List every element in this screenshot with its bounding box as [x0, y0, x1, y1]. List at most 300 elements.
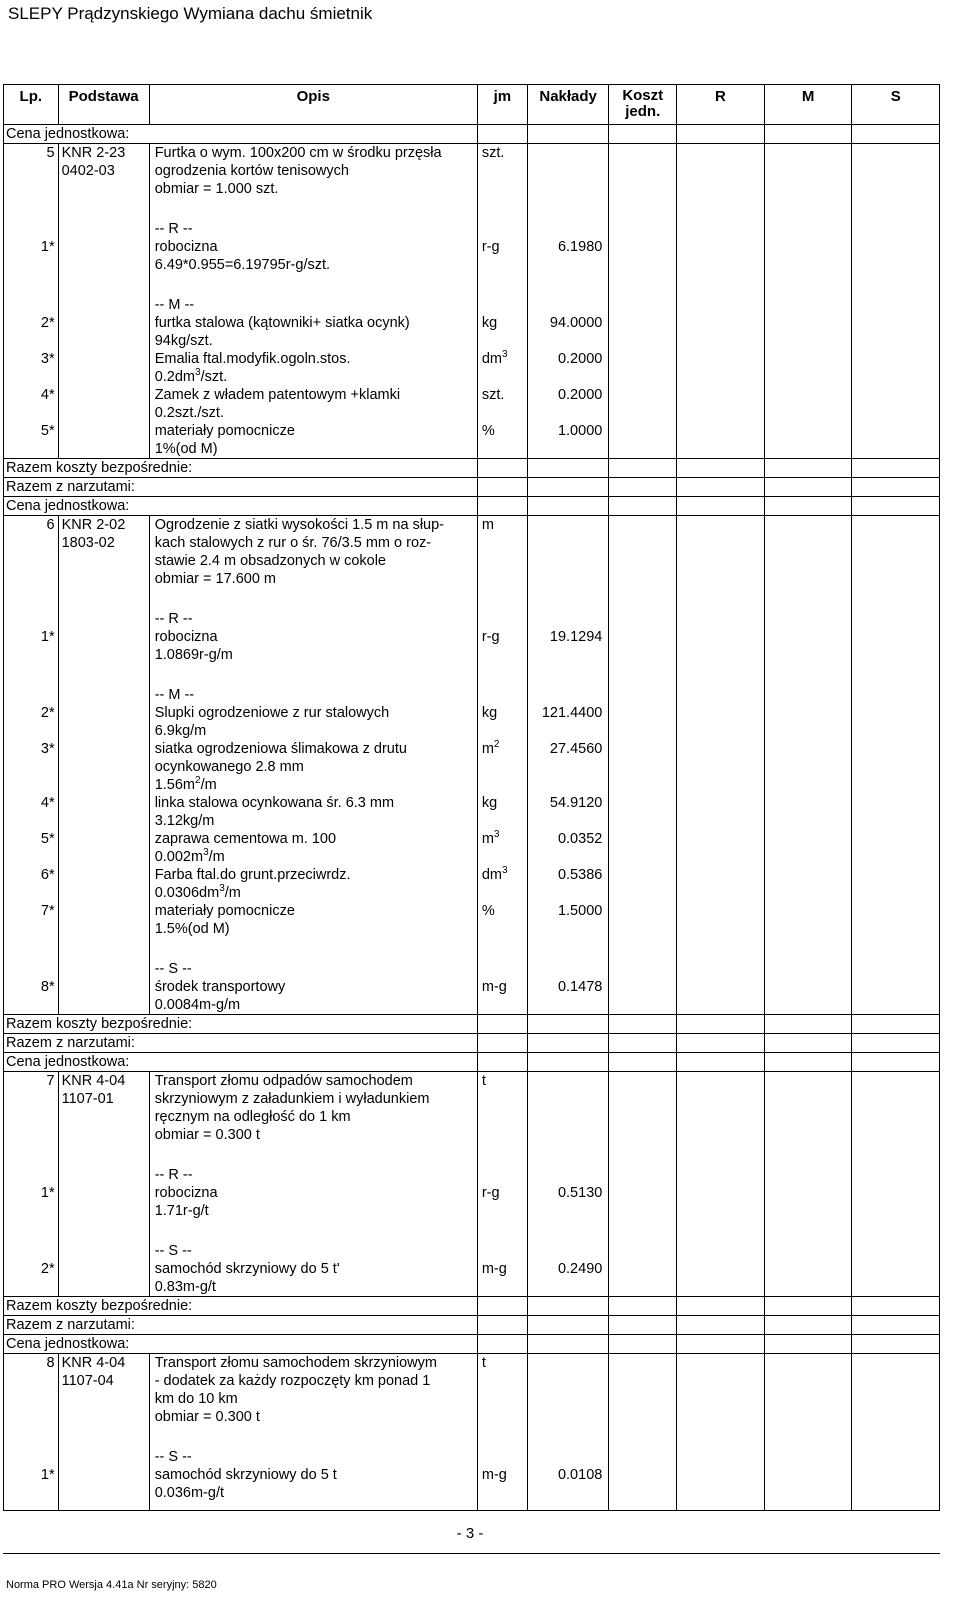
empty-cell: [677, 664, 765, 740]
resource-row: [4, 274, 940, 350]
item-unit: %: [477, 902, 527, 938]
empty-cell: [852, 1072, 940, 1145]
empty-cell: [764, 1220, 852, 1297]
empty-cell: [677, 274, 765, 350]
resource-row: [4, 938, 940, 1015]
document-title: SLEPY Prądzynskiego Wymiana dachu śmietnik: [8, 4, 373, 23]
empty-cell: [609, 1144, 677, 1220]
position-number: 5: [4, 144, 59, 199]
empty-cell: [764, 830, 852, 866]
empty-cell: [764, 125, 852, 144]
empty-cell: [764, 938, 852, 1015]
empty-cell: [58, 938, 149, 1015]
empty-cell: [477, 497, 527, 516]
summary-row: [4, 459, 940, 478]
empty-cell: [677, 1072, 765, 1145]
empty-cell: [609, 902, 677, 938]
col-m: M: [764, 85, 852, 125]
empty-cell: [677, 516, 765, 589]
page-number: - 3 -: [456, 1525, 484, 1542]
empty-cell: [477, 1053, 527, 1072]
empty-cell: [609, 1072, 677, 1145]
empty-cell: [609, 125, 677, 144]
item-value: 0.0108: [527, 1426, 608, 1502]
empty-cell: [677, 1053, 765, 1072]
table-body: [4, 125, 940, 1511]
item-number: 3*: [4, 740, 59, 794]
summary-label: Razem koszty bezpośrednie:: [4, 1297, 478, 1316]
empty-cell: [609, 794, 677, 830]
empty-cell: [677, 1502, 765, 1510]
empty-cell: [527, 1015, 608, 1034]
empty-cell: [58, 386, 149, 422]
empty-cell: [852, 794, 940, 830]
col-podstawa: Podstawa: [58, 85, 149, 125]
empty-cell: [764, 422, 852, 459]
empty-cell: [852, 350, 940, 386]
empty-cell: [764, 794, 852, 830]
empty-cell: [527, 1354, 608, 1427]
item-unit: m-g: [477, 1220, 527, 1297]
empty-cell: [609, 830, 677, 866]
position-number: 7: [4, 1072, 59, 1145]
item-number: 1*: [4, 1144, 59, 1220]
item-description: -- R -- robocizna 6.49*0.955=6.19795r-g/szt.: [149, 198, 477, 274]
empty-cell: [764, 386, 852, 422]
empty-cell: [609, 1220, 677, 1297]
item-unit: $m^3$: [477, 830, 527, 866]
item-value: 0.2000: [527, 386, 608, 422]
empty-cell: [764, 664, 852, 740]
item-value: 19.1294: [527, 588, 608, 664]
empty-cell: [58, 1144, 149, 1220]
item-number: 8*: [4, 938, 59, 1015]
empty-cell: [764, 588, 852, 664]
summary-label: Razem z narzutami:: [4, 1034, 478, 1053]
item-number: 3*: [4, 350, 59, 386]
empty-cell: [764, 1316, 852, 1335]
empty-cell: [527, 1316, 608, 1335]
item-number: 5*: [4, 422, 59, 459]
resource-row: [4, 794, 940, 830]
position-row: [4, 516, 940, 589]
empty-cell: [58, 740, 149, 794]
empty-cell: [609, 497, 677, 516]
position-unit: m: [477, 516, 527, 589]
item-value: 27.4560: [527, 740, 608, 794]
empty-cell: [852, 740, 940, 794]
empty-cell: [677, 459, 765, 478]
item-description: zaprawa cementowa m. 100 $0.002m^3/m$: [149, 830, 477, 866]
summary-label: Cena jednostkowa:: [4, 497, 478, 516]
item-value: 0.1478: [527, 938, 608, 1015]
empty-cell: [764, 866, 852, 902]
resource-row: [4, 740, 940, 794]
empty-cell: [609, 1335, 677, 1354]
empty-cell: [609, 1015, 677, 1034]
empty-cell: [477, 1335, 527, 1354]
empty-cell: [677, 144, 765, 199]
item-value: 0.5386: [527, 866, 608, 902]
position-description: Furtka o wym. 100x200 cm w środku przęsła ogrodzenia kortów tenisowych obmiar = 1.000 szt.: [149, 144, 477, 199]
item-unit: $dm^3$: [477, 350, 527, 386]
item-number: 2*: [4, 664, 59, 740]
position-basis: KNR 4-04 1107-01: [58, 1072, 149, 1145]
empty-cell: [58, 866, 149, 902]
summary-row: [4, 1335, 940, 1354]
empty-cell: [764, 1426, 852, 1502]
empty-cell: [764, 902, 852, 938]
empty-cell: [852, 866, 940, 902]
empty-cell: [764, 740, 852, 794]
item-unit: m-g: [477, 1426, 527, 1502]
empty-cell: [764, 516, 852, 589]
empty-cell: [677, 1034, 765, 1053]
empty-cell: [852, 516, 940, 589]
empty-cell: [852, 902, 940, 938]
item-description: siatka ogrodzeniowa ślimakowa z drutu ocynkowanego 2.8 mm $1.56m^2/m$: [149, 740, 477, 794]
position-number: 8: [4, 1354, 59, 1427]
empty-cell: [677, 1354, 765, 1427]
empty-cell: [852, 1220, 940, 1297]
empty-cell: [609, 350, 677, 386]
empty-cell: [527, 459, 608, 478]
empty-cell: [609, 1316, 677, 1335]
empty-cell: [609, 1297, 677, 1316]
item-number: 6*: [4, 866, 59, 902]
summary-label: Cena jednostkowa:: [4, 1335, 478, 1354]
col-naklady: Nakłady: [527, 85, 608, 125]
summary-row: [4, 1015, 940, 1034]
empty-cell: [677, 350, 765, 386]
empty-cell: [58, 664, 149, 740]
resource-row: [4, 198, 940, 274]
item-description: -- S -- środek transportowy 0.0084m-g/m: [149, 938, 477, 1015]
empty-cell: [58, 274, 149, 350]
empty-cell: [852, 1297, 940, 1316]
empty-cell: [477, 125, 527, 144]
empty-cell: [609, 588, 677, 664]
empty-cell: [677, 497, 765, 516]
empty-cell: [677, 740, 765, 794]
empty-cell: [677, 1015, 765, 1034]
empty-cell: [527, 1335, 608, 1354]
summary-row: [4, 1053, 940, 1072]
empty-cell: [609, 1053, 677, 1072]
item-value: 6.1980: [527, 198, 608, 274]
empty-cell: [852, 274, 940, 350]
item-value: 1.0000: [527, 422, 608, 459]
empty-cell: [677, 902, 765, 938]
empty-cell: [477, 1316, 527, 1335]
empty-cell: [58, 794, 149, 830]
item-number: 4*: [4, 386, 59, 422]
position-basis: KNR 2-23 0402-03: [58, 144, 149, 199]
empty-cell: [609, 1426, 677, 1502]
empty-cell: [58, 1426, 149, 1502]
empty-cell: [149, 1502, 477, 1510]
item-description: linka stalowa ocynkowana śr. 6.3 mm 3.12kg/m: [149, 794, 477, 830]
empty-cell: [609, 866, 677, 902]
empty-cell: [852, 1335, 940, 1354]
summary-row: [4, 1316, 940, 1335]
summary-row: [4, 478, 940, 497]
empty-cell: [852, 1053, 940, 1072]
resource-row: [4, 422, 940, 459]
resource-row: [4, 386, 940, 422]
empty-cell: [609, 422, 677, 459]
item-value: 0.2490: [527, 1220, 608, 1297]
col-lp: Lp.: [4, 85, 59, 125]
item-unit: $dm^3$: [477, 866, 527, 902]
item-unit: $m^2$: [477, 740, 527, 794]
empty-cell: [677, 866, 765, 902]
summary-label: Razem koszty bezpośrednie:: [4, 1015, 478, 1034]
empty-cell: [527, 516, 608, 589]
resource-row: [4, 866, 940, 902]
empty-cell: [609, 198, 677, 274]
position-row: [4, 1072, 940, 1145]
empty-cell: [527, 1297, 608, 1316]
position-basis: KNR 2-02 1803-02: [58, 516, 149, 589]
position-description: Transport złomu samochodem skrzyniowym - dodatek za każdy rozpoczęty km ponad 1 km do 10 km obmiar = 0.300 t: [149, 1354, 477, 1427]
item-unit: %: [477, 422, 527, 459]
empty-cell: [764, 1335, 852, 1354]
empty-cell: [609, 1034, 677, 1053]
empty-cell: [58, 422, 149, 459]
empty-cell: [677, 198, 765, 274]
resource-row: [4, 588, 940, 664]
resource-row: [4, 902, 940, 938]
summary-row: [4, 1034, 940, 1053]
empty-cell: [677, 1144, 765, 1220]
empty-cell: [609, 274, 677, 350]
empty-cell: [852, 198, 940, 274]
empty-cell: [852, 1354, 940, 1427]
item-value: 0.5130: [527, 1144, 608, 1220]
empty-cell: [477, 459, 527, 478]
empty-cell: [764, 198, 852, 274]
summary-label: Cena jednostkowa:: [4, 1053, 478, 1072]
position-basis: KNR 4-04 1107-04: [58, 1354, 149, 1427]
empty-cell: [677, 125, 765, 144]
spacer-row: [4, 1502, 940, 1510]
item-description: -- R -- robocizna 1.0869r-g/m: [149, 588, 477, 664]
empty-cell: [677, 1316, 765, 1335]
empty-cell: [609, 938, 677, 1015]
empty-cell: [852, 664, 940, 740]
empty-cell: [677, 386, 765, 422]
item-number: 1*: [4, 198, 59, 274]
item-description: -- M -- furtka stalowa (kątowniki+ siatka ocynk) 94kg/szt.: [149, 274, 477, 350]
col-s: S: [852, 85, 940, 125]
empty-cell: [609, 386, 677, 422]
item-description: materiały pomocnicze 1%(od M): [149, 422, 477, 459]
resource-row: [4, 830, 940, 866]
item-description: -- S -- samochód skrzyniowy do 5 t' 0.83m-g/t: [149, 1220, 477, 1297]
empty-cell: [764, 144, 852, 199]
empty-cell: [852, 1426, 940, 1502]
footer-text: Norma PRO Wersja 4.41a Nr seryjny: 5820: [6, 1579, 217, 1591]
empty-cell: [852, 144, 940, 199]
empty-cell: [609, 459, 677, 478]
empty-cell: [677, 588, 765, 664]
position-unit: szt.: [477, 144, 527, 199]
summary-row: [4, 125, 940, 144]
empty-cell: [527, 125, 608, 144]
item-unit: m-g: [477, 938, 527, 1015]
empty-cell: [477, 478, 527, 497]
position-row: [4, 1354, 940, 1427]
empty-cell: [58, 902, 149, 938]
empty-cell: [477, 1015, 527, 1034]
empty-cell: [852, 478, 940, 497]
empty-cell: [852, 386, 940, 422]
summary-label: Razem z narzutami:: [4, 478, 478, 497]
resource-row: [4, 350, 940, 386]
item-unit: r-g: [477, 588, 527, 664]
position-row: [4, 144, 940, 199]
col-r: R: [677, 85, 765, 125]
empty-cell: [527, 1072, 608, 1145]
empty-cell: [764, 1297, 852, 1316]
empty-cell: [609, 516, 677, 589]
item-number: 1*: [4, 1426, 59, 1502]
empty-cell: [764, 350, 852, 386]
item-description: -- S -- samochód skrzyniowy do 5 t 0.036m-g/t: [149, 1426, 477, 1502]
empty-cell: [677, 1426, 765, 1502]
item-value: 121.4400: [527, 664, 608, 740]
position-description: Transport złomu odpadów samochodem skrzyniowym z załadunkiem i wyładunkiem ręcznym na odległość do 1 km obmiar = 0.300 t: [149, 1072, 477, 1145]
empty-cell: [764, 478, 852, 497]
empty-cell: [477, 1502, 527, 1510]
empty-cell: [852, 1015, 940, 1034]
empty-cell: [609, 1354, 677, 1427]
item-value: 0.0352: [527, 830, 608, 866]
empty-cell: [58, 1220, 149, 1297]
item-value: 54.9120: [527, 794, 608, 830]
item-unit: kg: [477, 664, 527, 740]
empty-cell: [852, 125, 940, 144]
position-unit: t: [477, 1072, 527, 1145]
empty-cell: [477, 1034, 527, 1053]
empty-cell: [677, 478, 765, 497]
item-unit: kg: [477, 274, 527, 350]
summary-label: Cena jednostkowa:: [4, 125, 478, 144]
empty-cell: [852, 497, 940, 516]
resource-row: [4, 664, 940, 740]
empty-cell: [58, 1502, 149, 1510]
resource-row: [4, 1426, 940, 1502]
empty-cell: [677, 1297, 765, 1316]
item-description: -- R -- robocizna 1.71r-g/t: [149, 1144, 477, 1220]
item-description: Emalia ftal.modyfik.ogoln.stos. $0.2dm^3$/szt.: [149, 350, 477, 386]
empty-cell: [852, 830, 940, 866]
empty-cell: [764, 459, 852, 478]
empty-cell: [58, 588, 149, 664]
item-number: 4*: [4, 794, 59, 830]
table-header: [4, 85, 940, 125]
empty-cell: [852, 1502, 940, 1510]
empty-cell: [677, 830, 765, 866]
empty-cell: [677, 938, 765, 1015]
empty-cell: [677, 794, 765, 830]
item-unit: r-g: [477, 1144, 527, 1220]
empty-cell: [852, 1034, 940, 1053]
empty-cell: [677, 1220, 765, 1297]
empty-cell: [527, 1034, 608, 1053]
empty-cell: [764, 1053, 852, 1072]
empty-cell: [764, 1034, 852, 1053]
empty-cell: [764, 1072, 852, 1145]
summary-label: Razem koszty bezpośrednie:: [4, 459, 478, 478]
empty-cell: [852, 1316, 940, 1335]
position-description: Ogrodzenie z siatki wysokości 1.5 m na słup- kach stalowych z rur o śr. 76/3.5 mm o roz- stawie 2.4 m obsadzonych w cokole obmiar = 17.600 m: [149, 516, 477, 589]
empty-cell: [764, 1354, 852, 1427]
item-value: 0.2000: [527, 350, 608, 386]
item-number: 2*: [4, 1220, 59, 1297]
position-unit: t: [477, 1354, 527, 1427]
empty-cell: [58, 350, 149, 386]
item-number: 2*: [4, 274, 59, 350]
item-unit: szt.: [477, 386, 527, 422]
empty-cell: [527, 1053, 608, 1072]
item-number: 5*: [4, 830, 59, 866]
cost-table: [3, 84, 940, 1511]
item-description: materiały pomocnicze 1.5%(od M): [149, 902, 477, 938]
empty-cell: [58, 198, 149, 274]
empty-cell: [609, 144, 677, 199]
item-description: -- M -- Slupki ogrodzeniowe z rur stalowych 6.9kg/m: [149, 664, 477, 740]
summary-row: [4, 497, 940, 516]
summary-row: [4, 1297, 940, 1316]
empty-cell: [527, 1502, 608, 1510]
item-value: 1.5000: [527, 902, 608, 938]
empty-cell: [852, 1144, 940, 1220]
col-jm: jm: [477, 85, 527, 125]
empty-cell: [609, 478, 677, 497]
empty-cell: [609, 664, 677, 740]
empty-cell: [609, 1502, 677, 1510]
empty-cell: [58, 830, 149, 866]
summary-label: Razem z narzutami:: [4, 1316, 478, 1335]
item-value: 94.0000: [527, 274, 608, 350]
empty-cell: [852, 588, 940, 664]
empty-cell: [764, 1144, 852, 1220]
empty-cell: [852, 422, 940, 459]
empty-cell: [677, 422, 765, 459]
item-number: 1*: [4, 588, 59, 664]
item-number: 7*: [4, 902, 59, 938]
item-unit: kg: [477, 794, 527, 830]
empty-cell: [764, 1015, 852, 1034]
empty-cell: [527, 144, 608, 199]
resource-row: [4, 1144, 940, 1220]
empty-cell: [477, 1297, 527, 1316]
col-koszt: Koszt jedn.: [609, 85, 677, 125]
footer-divider: [3, 1553, 940, 1554]
empty-cell: [4, 1502, 59, 1510]
empty-cell: [764, 497, 852, 516]
empty-cell: [852, 459, 940, 478]
empty-cell: [852, 938, 940, 1015]
item-description: Farba ftal.do grunt.przeciwrdz. $0.0306dm^3/m$: [149, 866, 477, 902]
empty-cell: [764, 274, 852, 350]
col-opis: Opis: [149, 85, 477, 125]
empty-cell: [527, 478, 608, 497]
empty-cell: [677, 1335, 765, 1354]
resource-row: [4, 1220, 940, 1297]
